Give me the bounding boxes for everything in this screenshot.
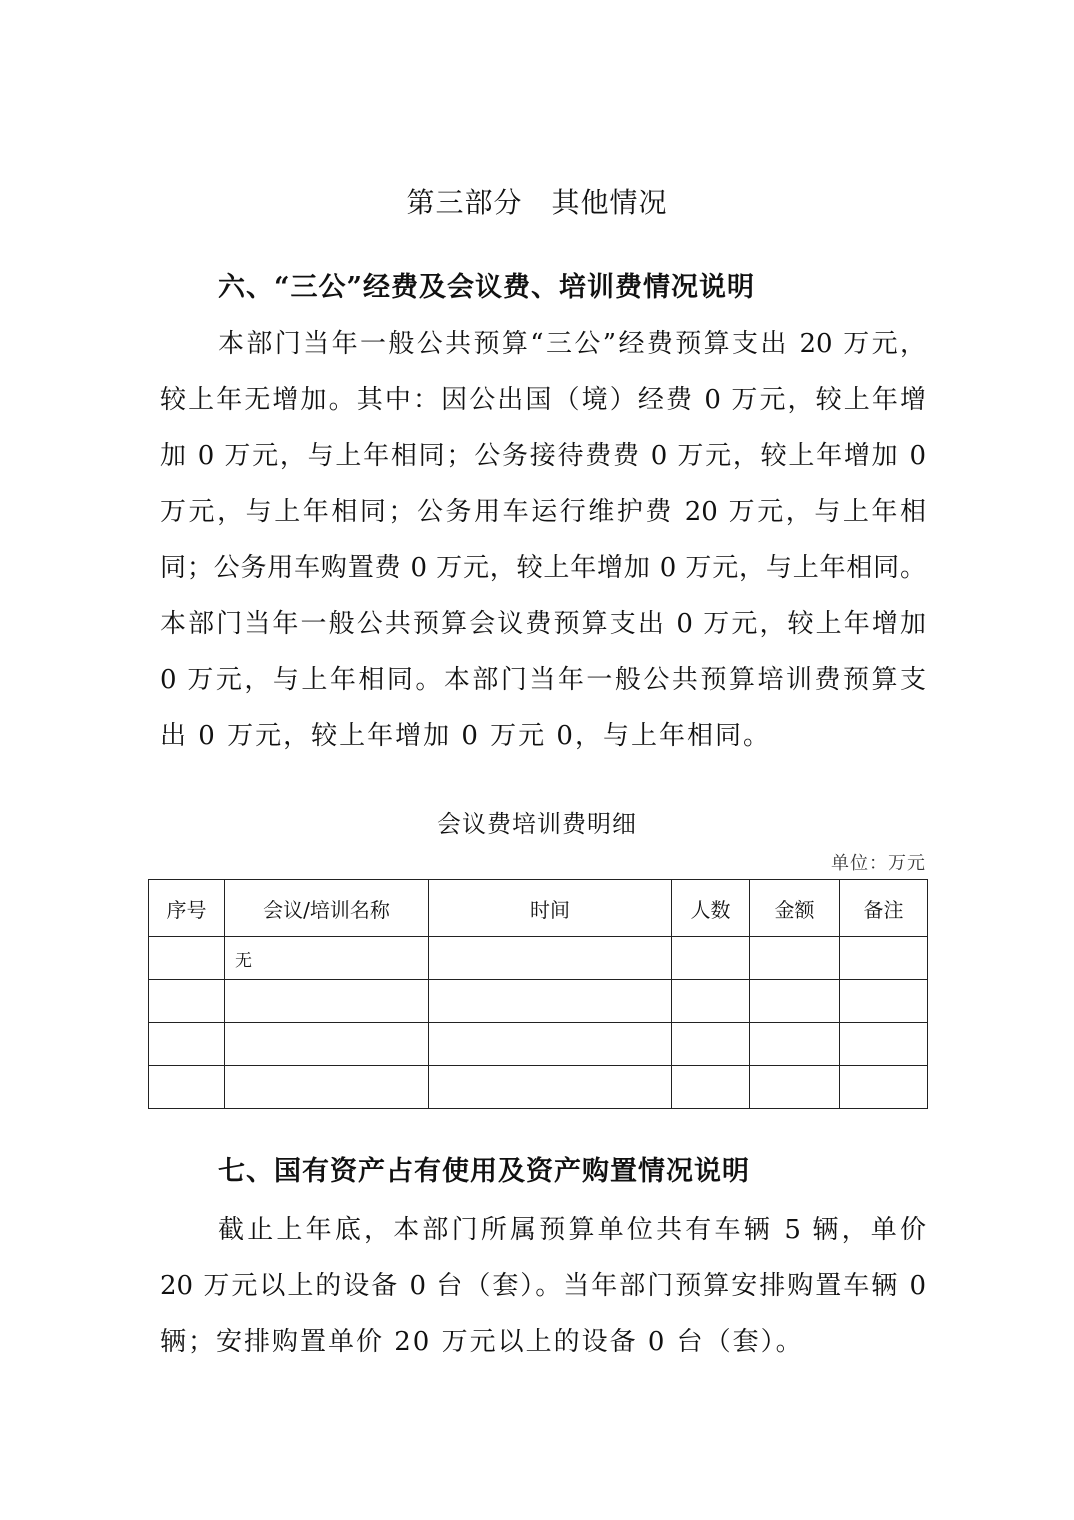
body-line: 同；公务用车购置费 0 万元，较上年增加 0 万元，与上年相同。 [160,553,926,583]
table-cell [672,937,750,980]
table-cell [840,937,928,980]
table-cell [750,1066,840,1109]
table-cell [750,937,840,980]
page-title: 第三部分 其他情况 [406,186,668,219]
table-title: 会议费培训费明细 [437,810,637,838]
section-heading-six: 六、“三公”经费及会议费、培训费情况说明 [218,272,756,303]
table-cell [840,1023,928,1066]
table-row [149,937,928,980]
table-cell [840,980,928,1023]
table-cell [149,1023,225,1066]
table-cell [429,1066,672,1109]
table-header-row [149,880,928,937]
body-line: 加 0 万元，与上年相同；公务接待费费 0 万元，较上年增加 0 [160,441,926,471]
body-line: 0 万元，与上年相同。本部门当年一般公共预算培训费预算支 [160,665,926,695]
table-row [149,1066,928,1109]
column-header-name: 会议/培训名称 [225,880,429,937]
table-cell [840,1066,928,1109]
table-cell [149,1066,225,1109]
table-cell [429,1023,672,1066]
column-header-amount: 金额 [750,880,840,937]
column-header-index: 序号 [149,880,225,937]
column-header-time: 时间 [429,880,672,937]
table-cell [429,937,672,980]
body-line: 本部门当年一般公共预算会议费预算支出 0 万元，较上年增加 [160,609,926,639]
body-line: 辆；安排购置单价 20 万元以上的设备 0 台（套）。 [160,1327,804,1357]
body-line: 万元，与上年相同；公务用车运行维护费 20 万元，与上年相 [160,497,926,527]
meeting-training-table [148,879,928,1109]
table-cell [750,980,840,1023]
table-cell [225,1066,429,1109]
table-cell [750,1023,840,1066]
unit-label: 单位：万元 [831,853,926,874]
table-cell: 无 [225,937,429,980]
body-line: 20 万元以上的设备 0 台（套）。当年部门预算安排购置车辆 0 [160,1271,926,1301]
column-header-remarks: 备注 [840,880,928,937]
table-cell [225,980,429,1023]
table-cell [149,937,225,980]
table-cell [149,980,225,1023]
body-line: 截止上年底，本部门所属预算单位共有车辆 5 辆，单价 [218,1215,926,1245]
table-row [149,980,928,1023]
table-row [149,1023,928,1066]
column-header-attendees: 人数 [672,880,750,937]
section-heading-seven: 七、国有资产占有使用及资产购置情况说明 [218,1156,750,1187]
table-cell [672,980,750,1023]
body-line: 较上年无增加。其中：因公出国（境）经费 0 万元，较上年增 [160,385,926,415]
table-cell [429,980,672,1023]
table-cell [672,1066,750,1109]
table-cell [225,1023,429,1066]
body-line: 本部门当年一般公共预算“三公”经费预算支出 20 万元， [218,329,926,359]
body-line: 出 0 万元，较上年增加 0 万元 0，与上年相同。 [160,721,771,751]
table-cell [672,1023,750,1066]
